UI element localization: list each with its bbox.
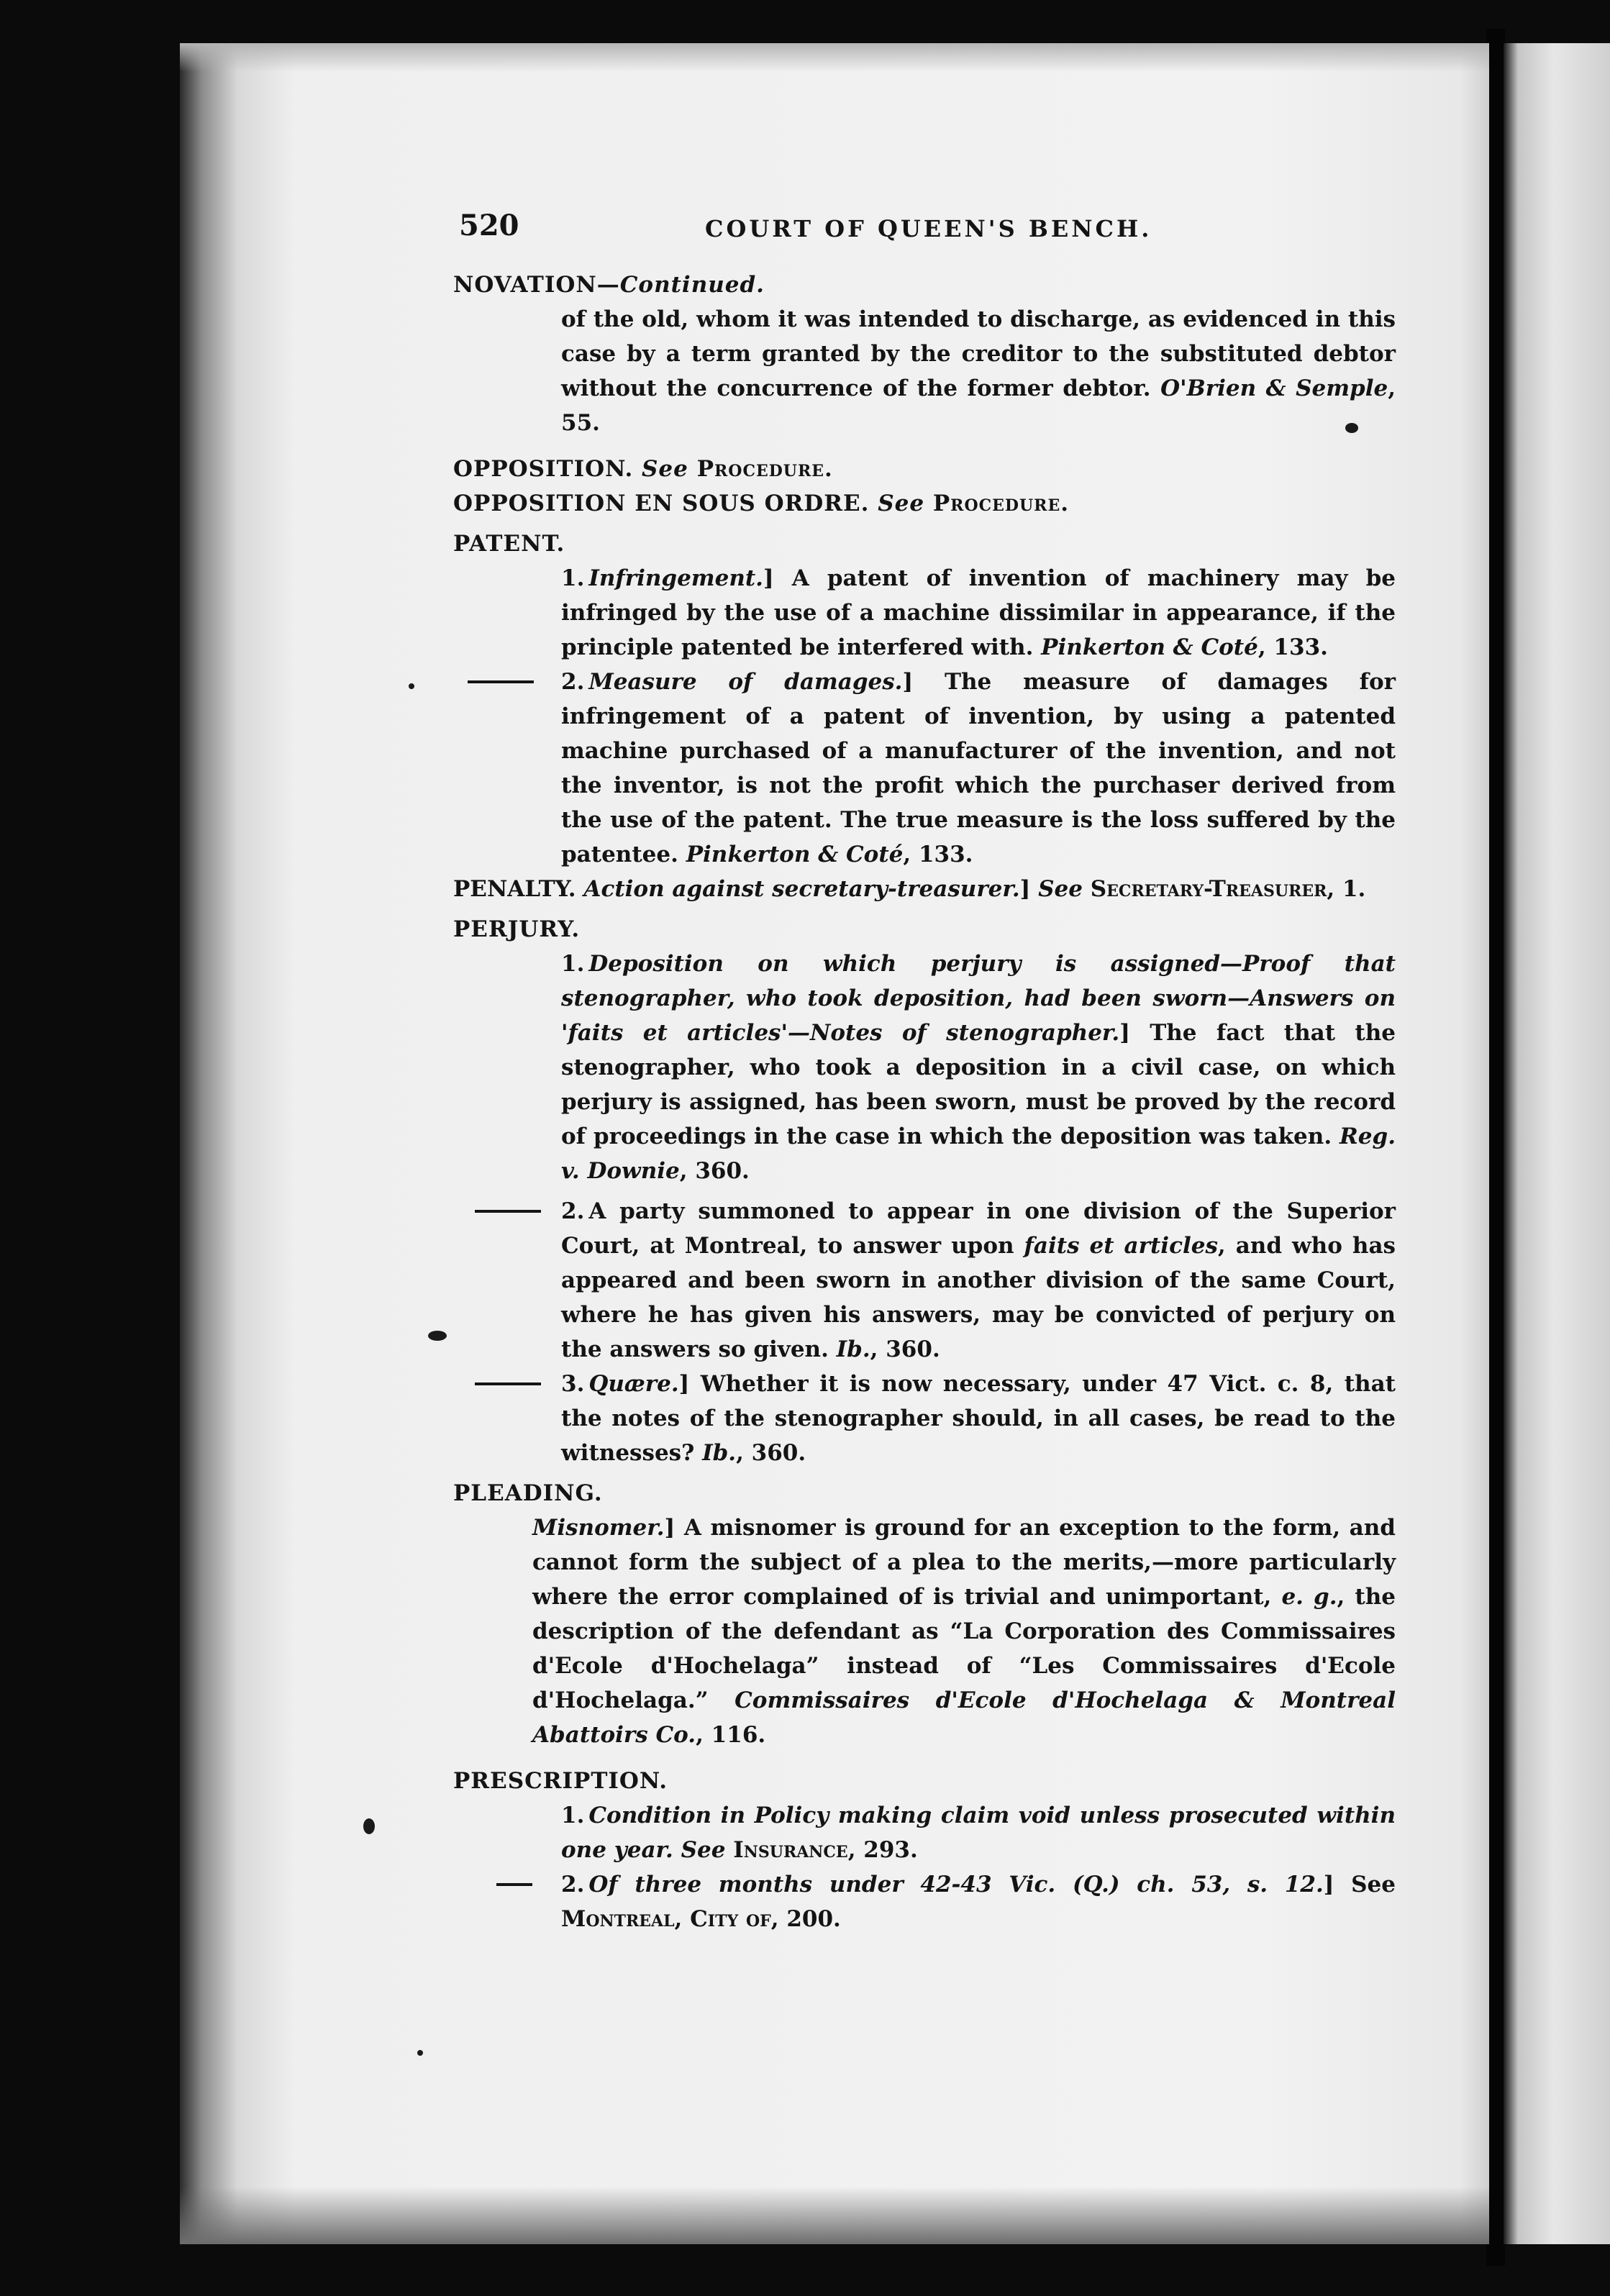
entry-title: PERJURY. [453,916,581,942]
citation-page: , 55. [561,375,1396,436]
citation-page: , 293. [847,1837,918,1863]
italic-phrase: faits et articles [1024,1233,1218,1259]
item-number: 1. [561,565,585,591]
margin-dash-mark [475,1210,541,1213]
running-title: COURT OF QUEEN'S BENCH. [705,215,1152,242]
entry-pleading [453,1476,1396,1752]
entry-head-novation [453,268,1396,302]
case-citation: Reg. v. Downie [561,1124,1396,1184]
item-title: Measure of damages. [588,669,903,695]
see-label: See [642,456,688,482]
cross-reference: Secretary-Treasurer [1090,876,1327,902]
cross-reference: Procedure. [696,456,833,482]
numbered-item [453,1798,1396,1867]
item-title: Of three months under 42-43 Vic. (Q.) ch. 53, s. 12. [588,1872,1324,1898]
entry-prescription [453,1764,1396,1936]
see-label: See [1038,876,1083,902]
entry-title: OPPOSITION EN SOUS ORDRE. [453,491,870,516]
citation-page: , 200. [770,1906,841,1932]
scan-speck [363,1818,375,1834]
body-text: ] [1019,876,1039,902]
body-text: , and who has appeared and been sworn in another division of the same Court, where he has given his answers, may be convicted of perjury on the answers so given. [561,1233,1396,1362]
entry-title: NOVATION— [453,272,620,298]
scan-speck [417,2050,423,2056]
case-citation: Ib. [836,1336,870,1362]
see-label: See [878,491,925,516]
facing-page-edge [1504,43,1610,2244]
item-title: Deposition on which perjury is assigned—Proof that stenographer, who took deposition, had been sworn—Answers on 'faits et articles'—Notes of stenographer. [561,951,1396,1046]
continued-label: Continued. [619,272,765,298]
citation-page: , 1. [1327,876,1366,902]
entry-title: OPPOSITION. [453,456,634,482]
numbered-item [453,947,1396,1188]
cross-reference: Montreal, City of [561,1906,771,1932]
citation-page: , 360. [736,1440,806,1466]
item-title: Infringement. [588,565,763,591]
case-citation: O'Brien & Semple [1160,375,1388,401]
case-citation: Pinkerton & Coté [686,842,904,867]
item-number: 1. [561,1803,585,1828]
body-text: ] A misnomer is ground for an exception to the form, and cannot form the subject of a plea to the merits,—more particularly where the error complained of is trivial and unimportant, [532,1515,1396,1610]
item-number: 2. [561,1198,585,1224]
entry-opposition-en-sous-ordre [453,486,1396,521]
case-citation: Pinkerton & Coté [1041,634,1258,660]
margin-dash-mark [475,1382,541,1385]
body-text: , the description of the defendant as “La Corporation des Commissaires d'Ecole d'Hochelaga” instead of “Les Commissaires d'Ecole d'Hochelaga.” [532,1584,1396,1713]
numbered-item [453,665,1396,872]
citation-page: , 360. [870,1336,940,1362]
body-text: ] The fact that the stenographer, who took a deposition in a civil case, on which perjury is assigned, has been sworn, must be proved by the record of proceedings in the case in which the deposition was taken. [561,1020,1396,1149]
page-shadow-top [180,43,1489,72]
see-label: See [673,1837,734,1863]
case-citation: Commissaires d'Ecole d'Hochelaga & Montreal Abattoirs Co. [532,1687,1396,1748]
body-text: A party summoned to appear in one division of the Superior Court, at Montreal, to answer upon [561,1198,1396,1259]
body-text: ] The measure of damages for infringement of a patent of invention, by using a patented machine purchased of a manufacturer of the invention, and not the inventor, is not the profit which the purchaser derived from the use of the patent. The true measure is the loss suffered by the patentee. [561,669,1396,867]
entry-patent [453,527,1396,872]
margin-dash-mark [496,1883,532,1886]
entry-title: PRESCRIPTION. [453,1768,668,1794]
entry-novation [453,268,1396,440]
scan-speck [428,1331,447,1341]
numbered-item [453,1367,1396,1470]
running-head [453,209,1396,245]
item-title: Misnomer. [532,1515,665,1541]
citation-page: , 133. [903,842,973,867]
entry-title: PENALTY. [453,876,576,902]
item-title: Condition in Policy making claim void unless prosecuted within one year. [561,1803,1396,1863]
margin-dash-mark [468,680,534,683]
entry-penalty [453,872,1396,906]
numbered-item [453,1194,1396,1367]
citation-page: , 360. [679,1158,750,1184]
body-text: ] A patent of invention of machinery may be infringed by the use of a machine dissimilar in appearance, if the principle patented be interfered with. [561,565,1396,660]
page-text [453,209,1396,1936]
cross-reference: Insurance [733,1837,848,1863]
citation-page: , 133. [1257,634,1328,660]
item-number: 1. [561,951,585,977]
entry-body [453,1511,1396,1752]
body-text: ] See [1323,1872,1396,1898]
scan-speck [409,683,414,689]
cross-reference: Procedure. [932,491,1070,516]
entry-body [453,302,1396,440]
case-citation: Ib. [702,1440,737,1466]
body-text: ] Whether it is now necessary, under 47 Vict. c. 8, that the notes of the stenographer should, in all cases, be read to the witnesses? [561,1371,1396,1466]
citation-page: , 116. [696,1722,766,1748]
italic-phrase: e. g. [1281,1584,1337,1610]
numbered-item [453,561,1396,665]
entry-title: PLEADING. [453,1480,603,1506]
item-number: 2. [561,1872,585,1898]
item-number: 3. [561,1371,585,1397]
body-text: of the old, whom it was intended to discharge, as evidenced in this case by a term granted by the creditor to the substituted debtor without the concurrence of the former debtor. [561,306,1396,401]
item-title: Quære. [588,1371,679,1397]
numbered-item [453,1867,1396,1936]
entry-perjury [453,912,1396,1470]
entry-opposition [453,452,1396,486]
page-number: 520 [459,209,519,242]
item-title: Action against secretary-treasurer. [583,876,1020,902]
entry-title: PATENT. [453,531,565,557]
page-shadow-bottom [180,2187,1489,2244]
item-number: 2. [561,669,585,695]
